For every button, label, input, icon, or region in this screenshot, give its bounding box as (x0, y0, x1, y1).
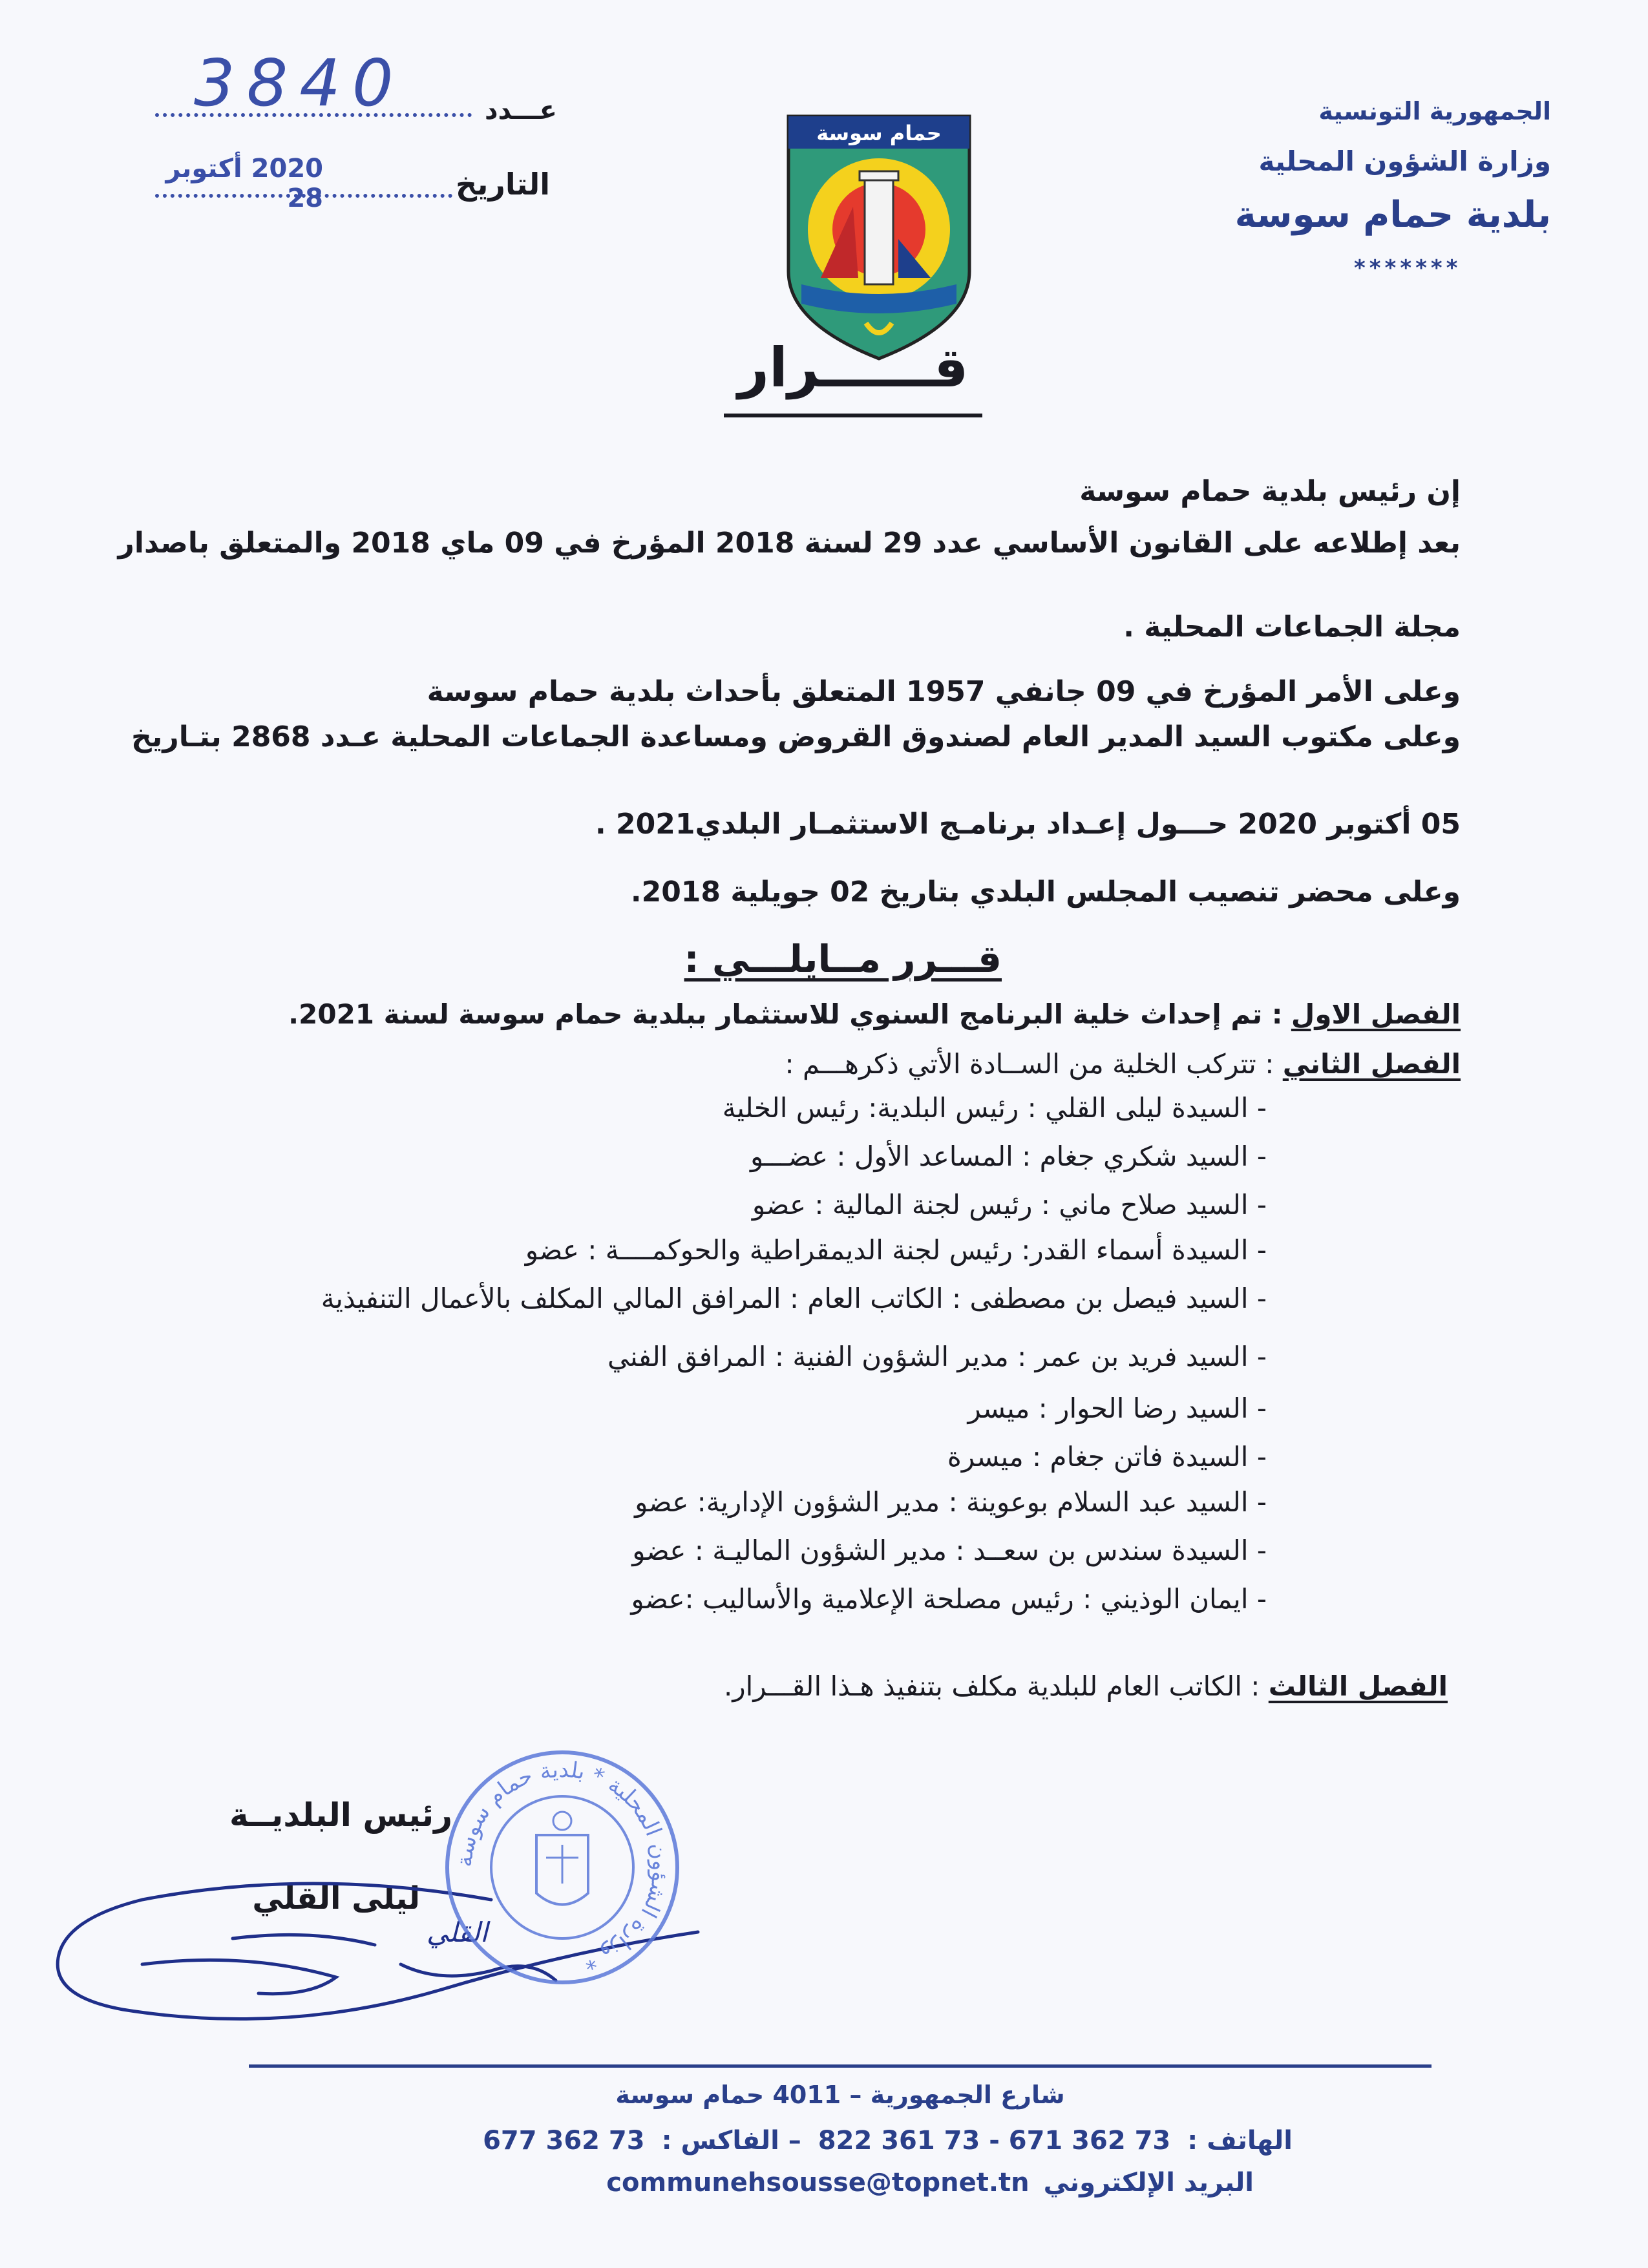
preamble-line-1: إن رئيس بلدية حمام سوسة (1079, 475, 1461, 508)
title-underline (724, 414, 982, 417)
preamble-line-3: مجلة الجماعات المحلية . (1123, 611, 1461, 644)
date-label: التاريخ (456, 167, 550, 202)
member-6: - السيد فريد بن عمر : مدير الشؤون الفنية : المرافق الفني (607, 1341, 1267, 1372)
member-4: - السيدة أسماء القدر: رئيس لجنة الديمقراطية والحوكمــــة : عضو (525, 1234, 1267, 1266)
preamble-line-7: وعلى محضر تنصيب المجلس البلدي بتاريخ 02 جويلية 2018. (630, 876, 1461, 908)
preamble-line-6: 05 أكتوبر 2020 حـــول إعـداد برنامـج الاستثمـار البلدي2021 . (595, 808, 1461, 841)
member-5: - السيد فيصل بن مصطفى : الكاتب العام : المرافق المالي المكلف بالأعمال التنفيذية (321, 1283, 1267, 1314)
decision-heading: قـــرر مــايلـــي : (684, 937, 1002, 981)
phone-label: الهاتف : (1187, 2126, 1293, 2156)
date-dotted-line (155, 194, 452, 198)
member-10: - السيدة سندس بن سعــد : مدير الشؤون الماليـة : عضو (632, 1535, 1267, 1566)
footer-address: شارع الجمهورية – 4011 حمام سوسة (615, 2081, 1065, 2109)
article-1-label: الفصل الاول (1291, 998, 1461, 1030)
number-label: عـــدد (485, 96, 557, 125)
article-3 (724, 1670, 1448, 1702)
fax-label: – الفاكس : (661, 2126, 801, 2156)
number-value: 3840 (194, 45, 405, 121)
date-value: 2020 أكتوبر 28 (165, 154, 323, 213)
member-2: - السيد شكري جغام : المساعد الأول : عضـــو (750, 1140, 1267, 1172)
document-title: قــــــرار (737, 336, 969, 399)
article-3-text: : الكاتب العام للبلدية مكلف بتنفيذ هـذا القـــرار. (724, 1670, 1260, 1702)
article-2-text: : تتركب الخلية من الســادة الأتي ذكرهـــم : (785, 1048, 1274, 1080)
article-2 (785, 1048, 1461, 1080)
member-9: - السيد عبد السلام بوعوينة : مدير الشؤون الإدارية: عضو (635, 1486, 1267, 1518)
article-2-label: الفصل الثاني (1282, 1048, 1461, 1080)
stamp-ring-text: وزارة الشؤون المحلية * بلدية حمام سوسة * (451, 1756, 673, 1975)
member-1: - السيدة ليلى القلي : رئيس البلدية: رئيس الخلية (722, 1092, 1267, 1124)
number-dotted-line (155, 113, 472, 117)
member-7: - السيد رضا الحوار : ميسر (967, 1392, 1267, 1424)
member-11: - ايمان الوذيني : رئيس مصلحة الإعلامية والأساليب :عضو (631, 1583, 1267, 1615)
republic-name: الجمهورية التونسية (1318, 97, 1551, 125)
footer-divider (249, 2064, 1431, 2068)
article-3-label: الفصل الثالث (1268, 1670, 1448, 1702)
municipality-name: بلدية حمام سوسة (1234, 194, 1551, 236)
emblem-banner-text: حمام سوسة (816, 121, 942, 145)
header-stars: ******* (1354, 255, 1462, 281)
email-link[interactable]: communehsousse@topnet.tn (606, 2168, 1030, 2198)
email-label: البريد الإلكتروني (1043, 2168, 1254, 2198)
footer-contact-line (452, 2126, 1293, 2156)
signature-title: رئيس البلديــة (229, 1796, 452, 1834)
footer-email-line (543, 2168, 1254, 2198)
article-1-text: : تم إحداث خلية البرنامج السنوي للاستثمار ببلدية حمام سوسة لسنة 2021. (288, 998, 1283, 1030)
signature-handwritten-text: القلي (427, 1916, 488, 1948)
phone-numbers: 822 361 73 - 671 362 73 (818, 2126, 1171, 2156)
fax-number: 677 362 73 (483, 2126, 645, 2156)
municipality-emblem-logo (782, 110, 976, 362)
member-8: - السيدة فاتن جغام : ميسرة (947, 1441, 1267, 1473)
preamble-line-5: وعلى مكتوب السيد المدير العام لصندوق القروض ومساعدة الجماعات المحلية عـدد 2868 بتـاريخ (131, 720, 1461, 753)
article-1 (288, 998, 1461, 1030)
ministry-name: وزارة الشؤون المحلية (1258, 145, 1551, 177)
member-3: - السيد صلاح ماني : رئيس لجنة المالية : عضو (752, 1189, 1267, 1221)
preamble-line-4: وعلى الأمر المؤرخ في 09 جانفي 1957 المتعلق بأحداث بلدية حمام سوسة (427, 675, 1461, 708)
official-stamp (439, 1745, 685, 1990)
signatory-name: ليلى القلي (252, 1880, 420, 1916)
preamble-line-2: بعد إطلاعه على القانون الأساسي عدد 29 لسنة 2018 المؤرخ في 09 ماي 2018 والمتعلق باصدار (118, 527, 1461, 560)
